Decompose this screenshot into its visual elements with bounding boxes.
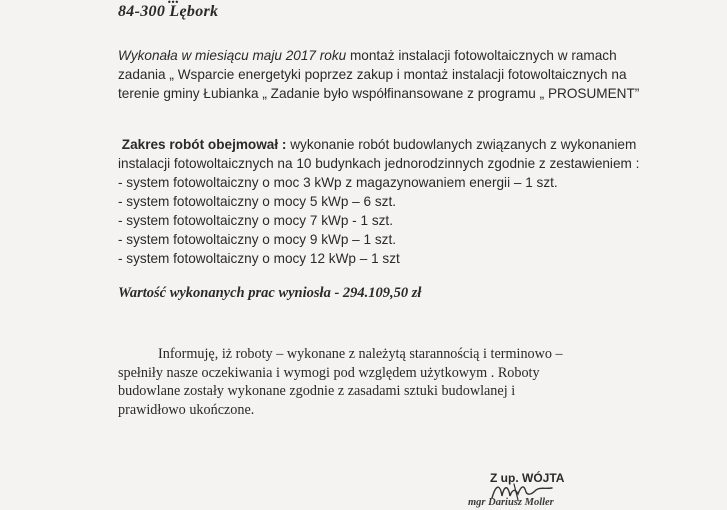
intro-line-1-rest: montaż instalacji fotowoltaicznych w ramach — [346, 48, 617, 63]
scope-item: - system fotowoltaiczny o mocy 12 kWp – 1 szt — [118, 251, 400, 266]
scope-label: Zakres robót obejmował : — [121, 137, 287, 152]
scope-line-2: instalacji fotowoltaicznych na 10 budynkach jednorodzinnych zgodnie z zestawieniem : — [118, 156, 640, 171]
scope-item: - system fotowoltaiczny o mocy 5 kWp – 6 szt. — [118, 194, 397, 209]
closing-line-2: spełniły nasze oczekiwania i wymogi pod względem użytkowym . Roboty — [118, 364, 540, 381]
signatory-name: mgr Dariusz Moller — [468, 497, 554, 508]
closing-line-3: budowlane zostały wykonane zgodnie z zasadami sztuki budowlanej i — [118, 383, 516, 399]
scope-paragraph — [118, 135, 639, 268]
on-behalf-label: Z up. WÓJTA — [490, 471, 565, 485]
closing-line-1: Informuję, iż roboty – wykonane z należytą starannością i terminowo – — [158, 346, 563, 362]
scope-item: - system fotowoltaiczny o moc 3 kWp z magazynowaniem energii – 1 szt. — [118, 175, 558, 190]
scope-line-1-rest: wykonanie robót budowlanych związanych z wykonaniem — [286, 137, 637, 152]
closing-line-4: prawidłowo ukończone. — [118, 401, 255, 418]
intro-line-2: zadania „ Wsparcie energetyki poprzez zakup i montaż instalacji fotowoltaicznych na — [118, 67, 627, 82]
scope-item: - system fotowoltaiczny o mocy 7 kWp - 1 szt. — [118, 213, 393, 228]
intro-line-3: terenie gminy Łubianka „ Zadanie było współfinansowane z programu „ PROSUMENT” — [118, 86, 640, 101]
closing-paragraph — [118, 345, 563, 419]
intro-line-1 — [118, 46, 639, 65]
intro-date-italic: Wykonała w miesiącu maju 2017 roku — [118, 48, 347, 63]
intro-paragraph — [118, 46, 639, 103]
scope-line-1 — [118, 135, 639, 154]
scope-item: - system fotowoltaiczny o mocy 9 kWp – 1 szt. — [118, 232, 397, 247]
contract-value: Wartość wykonanych prac wyniosła - 294.109,50 zł — [118, 285, 422, 301]
postal-city: 84-300 Lębork — [118, 3, 219, 20]
